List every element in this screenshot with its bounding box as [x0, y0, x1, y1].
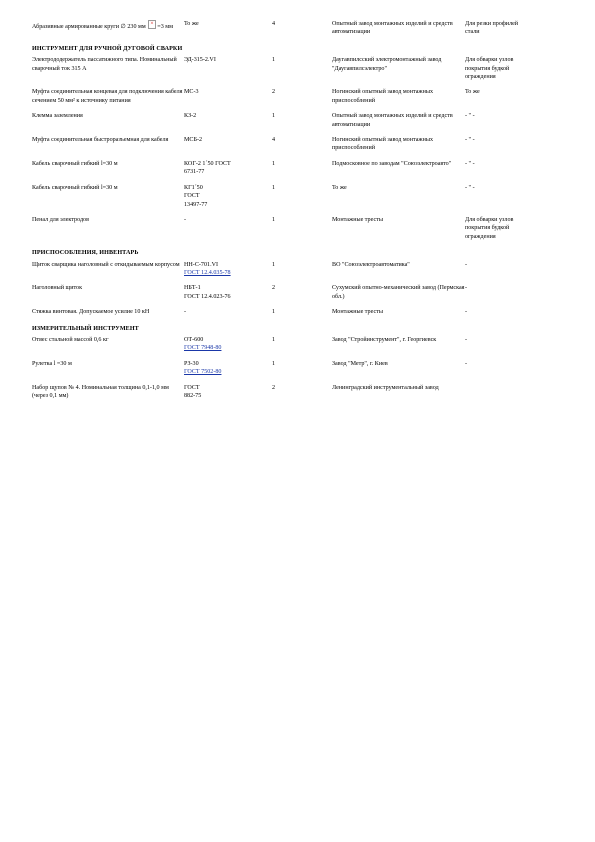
- item-manufacturer: Ногинский опытный завод монтажных приспособлений: [332, 89, 434, 104]
- item-quantity: 1: [272, 160, 276, 167]
- item-type-cell: [184, 56, 272, 88]
- item-name-cell: [32, 308, 184, 323]
- item-type-cell: [184, 261, 272, 285]
- item-type-line: МСБ-2: [184, 137, 203, 144]
- section-title: ПРИСПОСОБЛЕНИЯ, ИНВЕНТАРЬ: [32, 250, 139, 257]
- item-purpose: -: [465, 285, 468, 292]
- item-type-cell: [184, 284, 272, 308]
- item-manufacturer: Завод "Метр", г. Киев: [332, 360, 388, 367]
- item-purpose: Для обварки узлов покрытия будкой ограждения: [465, 57, 514, 81]
- item-name: Рулетка l =30 м: [32, 360, 72, 367]
- item-name-cell: [32, 384, 184, 408]
- item-quantity: 4: [272, 21, 276, 27]
- item-quantity: 1: [272, 309, 276, 316]
- table-row: [32, 284, 532, 308]
- item-quantity: 1: [272, 216, 276, 223]
- item-type-line: 6731-77: [184, 169, 205, 176]
- item-type-line: 13497-77: [184, 201, 208, 208]
- item-name-cell: [32, 184, 184, 216]
- broken-image-icon: [148, 20, 156, 29]
- standard-link[interactable]: ГОСТ 7948-80: [184, 345, 222, 352]
- table-row: [32, 261, 532, 285]
- item-name-cell: [32, 216, 184, 248]
- item-manufacturer: То же: [332, 184, 347, 191]
- item-manufacturer: Ленинградский инструментальный завод: [332, 384, 439, 391]
- item-purpose: - " -: [465, 184, 475, 191]
- item-name: Отвес стальной массой 0,6 кг: [32, 336, 109, 343]
- item-type-cell: [184, 308, 272, 323]
- item-type-line: КОГ-2 1´50 ГОСТ: [184, 160, 231, 167]
- item-quantity: 2: [272, 285, 276, 292]
- item-name-cell: [32, 261, 184, 285]
- table-row: [32, 112, 532, 136]
- item-type-line: КЗ-2: [184, 113, 197, 120]
- table-row: [32, 56, 532, 88]
- item-manufacturer: Сухумский опытно-механический завод (Пермская обл.): [332, 285, 465, 300]
- item-type-line: НБТ-1: [184, 285, 201, 292]
- item-purpose: -: [465, 309, 468, 316]
- item-name-cell: [32, 20, 184, 44]
- standard-link[interactable]: ГОСТ 12.4.035-78: [184, 269, 231, 276]
- item-purpose: -: [465, 261, 468, 268]
- item-name: Муфта соединительная быстроразъемная для кабеля: [32, 137, 169, 144]
- item-purpose: - " -: [465, 113, 475, 120]
- equipment-table: [32, 20, 532, 407]
- item-manufacturer: Подмосковное по заводам "Союзэлектроавто": [332, 160, 452, 167]
- item-manufacturer: Даугавпилсский электромонтажный завод "Даугавпилсэлектро": [332, 57, 442, 72]
- item-name: Кабель сварочный гибкий l=30 м: [32, 160, 118, 167]
- item-quantity: 1: [272, 360, 276, 367]
- section-header-row: [32, 248, 532, 260]
- item-name-suffix: =3 мм: [157, 24, 174, 30]
- item-name-cell: [32, 360, 184, 384]
- item-name-cell: [32, 88, 184, 112]
- equipment-table-body: [32, 20, 532, 407]
- item-type-line: КГ1´50: [184, 184, 203, 191]
- item-name: Наголовный щиток: [32, 285, 83, 292]
- item-type-cell: [184, 136, 272, 160]
- item-purpose: То же: [465, 89, 480, 96]
- item-type-line: 882-75: [184, 393, 202, 399]
- section-header-row: [32, 324, 532, 336]
- item-quantity: 4: [272, 137, 276, 144]
- item-type-cell: [184, 112, 272, 136]
- item-purpose: Для резки профилей стали: [465, 21, 519, 36]
- table-row: [32, 184, 532, 216]
- item-name: Набор щупов № 4. Номинальная толщина 0,1-1,0 мм (через 0,1 мм): [32, 384, 169, 399]
- item-purpose: - " -: [465, 137, 475, 144]
- item-type-line: НН-С-701.VI: [184, 261, 219, 268]
- item-name-cell: [32, 136, 184, 160]
- item-type-line: ОТ-600: [184, 336, 204, 343]
- item-quantity: 1: [272, 336, 276, 343]
- item-name: Стяжка винтовая. Допускаемое усилие 10 кН: [32, 309, 150, 316]
- item-type-line: ГОСТ: [184, 384, 200, 391]
- section-title: ИЗМЕРИТЕЛЬНЫЙ ИНСТРУМЕНТ: [32, 325, 139, 332]
- item-manufacturer: ВО "Союзэлектроавтоматика": [332, 261, 410, 268]
- table-row: [32, 88, 532, 112]
- item-manufacturer: Монтажные тресты: [332, 309, 383, 316]
- item-type-line: МС-3: [184, 89, 199, 96]
- item-type-line: То же: [184, 21, 199, 27]
- item-name: Клемма заземления: [32, 113, 83, 120]
- item-type-line: ГОСТ 12.4.023-76: [184, 293, 231, 300]
- item-purpose: Для обварки узлов покрытия будкой ограждения: [465, 216, 514, 240]
- table-row: [32, 216, 532, 248]
- item-quantity: 1: [272, 184, 276, 191]
- item-quantity: 1: [272, 113, 276, 120]
- item-name: Пенал для электродов: [32, 216, 89, 223]
- item-type-line: -: [184, 309, 187, 316]
- item-type-cell: [184, 384, 272, 408]
- item-name: Абразивные армированные круги ∅ 230 мм: [32, 24, 146, 30]
- item-type-cell: [184, 88, 272, 112]
- table-row: [32, 336, 532, 360]
- item-quantity: 1: [272, 261, 276, 268]
- table-row: [32, 160, 532, 184]
- item-type-cell: [184, 360, 272, 384]
- item-name-cell: [32, 112, 184, 136]
- standard-link[interactable]: ГОСТ 7502-80: [184, 369, 222, 376]
- item-type-line: -: [184, 216, 187, 223]
- item-manufacturer: Завод "Стройинструмент", г. Георгиевск: [332, 336, 437, 343]
- item-manufacturer: Монтажные тресты: [332, 216, 383, 223]
- item-name-cell: [32, 284, 184, 308]
- document-page: [32, 20, 532, 407]
- item-name-cell: [32, 160, 184, 184]
- item-type-line: ЭД-315-2.VI: [184, 57, 216, 64]
- table-row: [32, 384, 532, 408]
- table-row: [32, 136, 532, 160]
- section-title: ИНСТРУМЕНТ ДЛЯ РУЧНОЙ ДУГОВОЙ СВАРКИ: [32, 45, 183, 52]
- table-row: [32, 308, 532, 323]
- item-quantity: 1: [272, 57, 276, 64]
- item-name: Щиток сварщика наголовный с откидываемым корпусом: [32, 261, 180, 268]
- item-type-cell: [184, 160, 272, 184]
- item-purpose: [465, 384, 532, 408]
- section-header-row: [32, 44, 532, 56]
- item-type-cell: [184, 336, 272, 360]
- item-name: Муфта соединительная концевая для подключения кабеля сечением 50 мм² к источнику питания: [32, 89, 183, 104]
- table-row: [32, 20, 532, 44]
- item-purpose: - " -: [465, 160, 475, 167]
- item-quantity: 2: [272, 89, 276, 96]
- item-type-cell: [184, 216, 272, 248]
- item-quantity: 2: [272, 384, 276, 391]
- item-type-cell: [184, 184, 272, 216]
- item-type-cell: [184, 20, 272, 44]
- item-purpose: -: [465, 336, 468, 343]
- item-name: Электрододержатель пассатижного типа. Номинальный сварочный ток 315 А: [32, 57, 177, 72]
- item-manufacturer: Ногинский опытный завод монтажных приспособлений: [332, 137, 434, 152]
- item-name-cell: [32, 336, 184, 360]
- item-type-line: ГОСТ: [184, 193, 200, 200]
- table-row: [32, 360, 532, 384]
- item-manufacturer: Опытный завод монтажных изделий и средств автоматизации: [332, 21, 453, 36]
- item-name: Кабель сварочный гибкий l=30 м: [32, 184, 118, 191]
- item-name-cell: [32, 56, 184, 88]
- item-manufacturer: Опытный завод монтажных изделий и средств автоматизации: [332, 113, 453, 128]
- item-purpose: -: [465, 360, 468, 367]
- item-type-line: РЗ-30: [184, 360, 199, 367]
